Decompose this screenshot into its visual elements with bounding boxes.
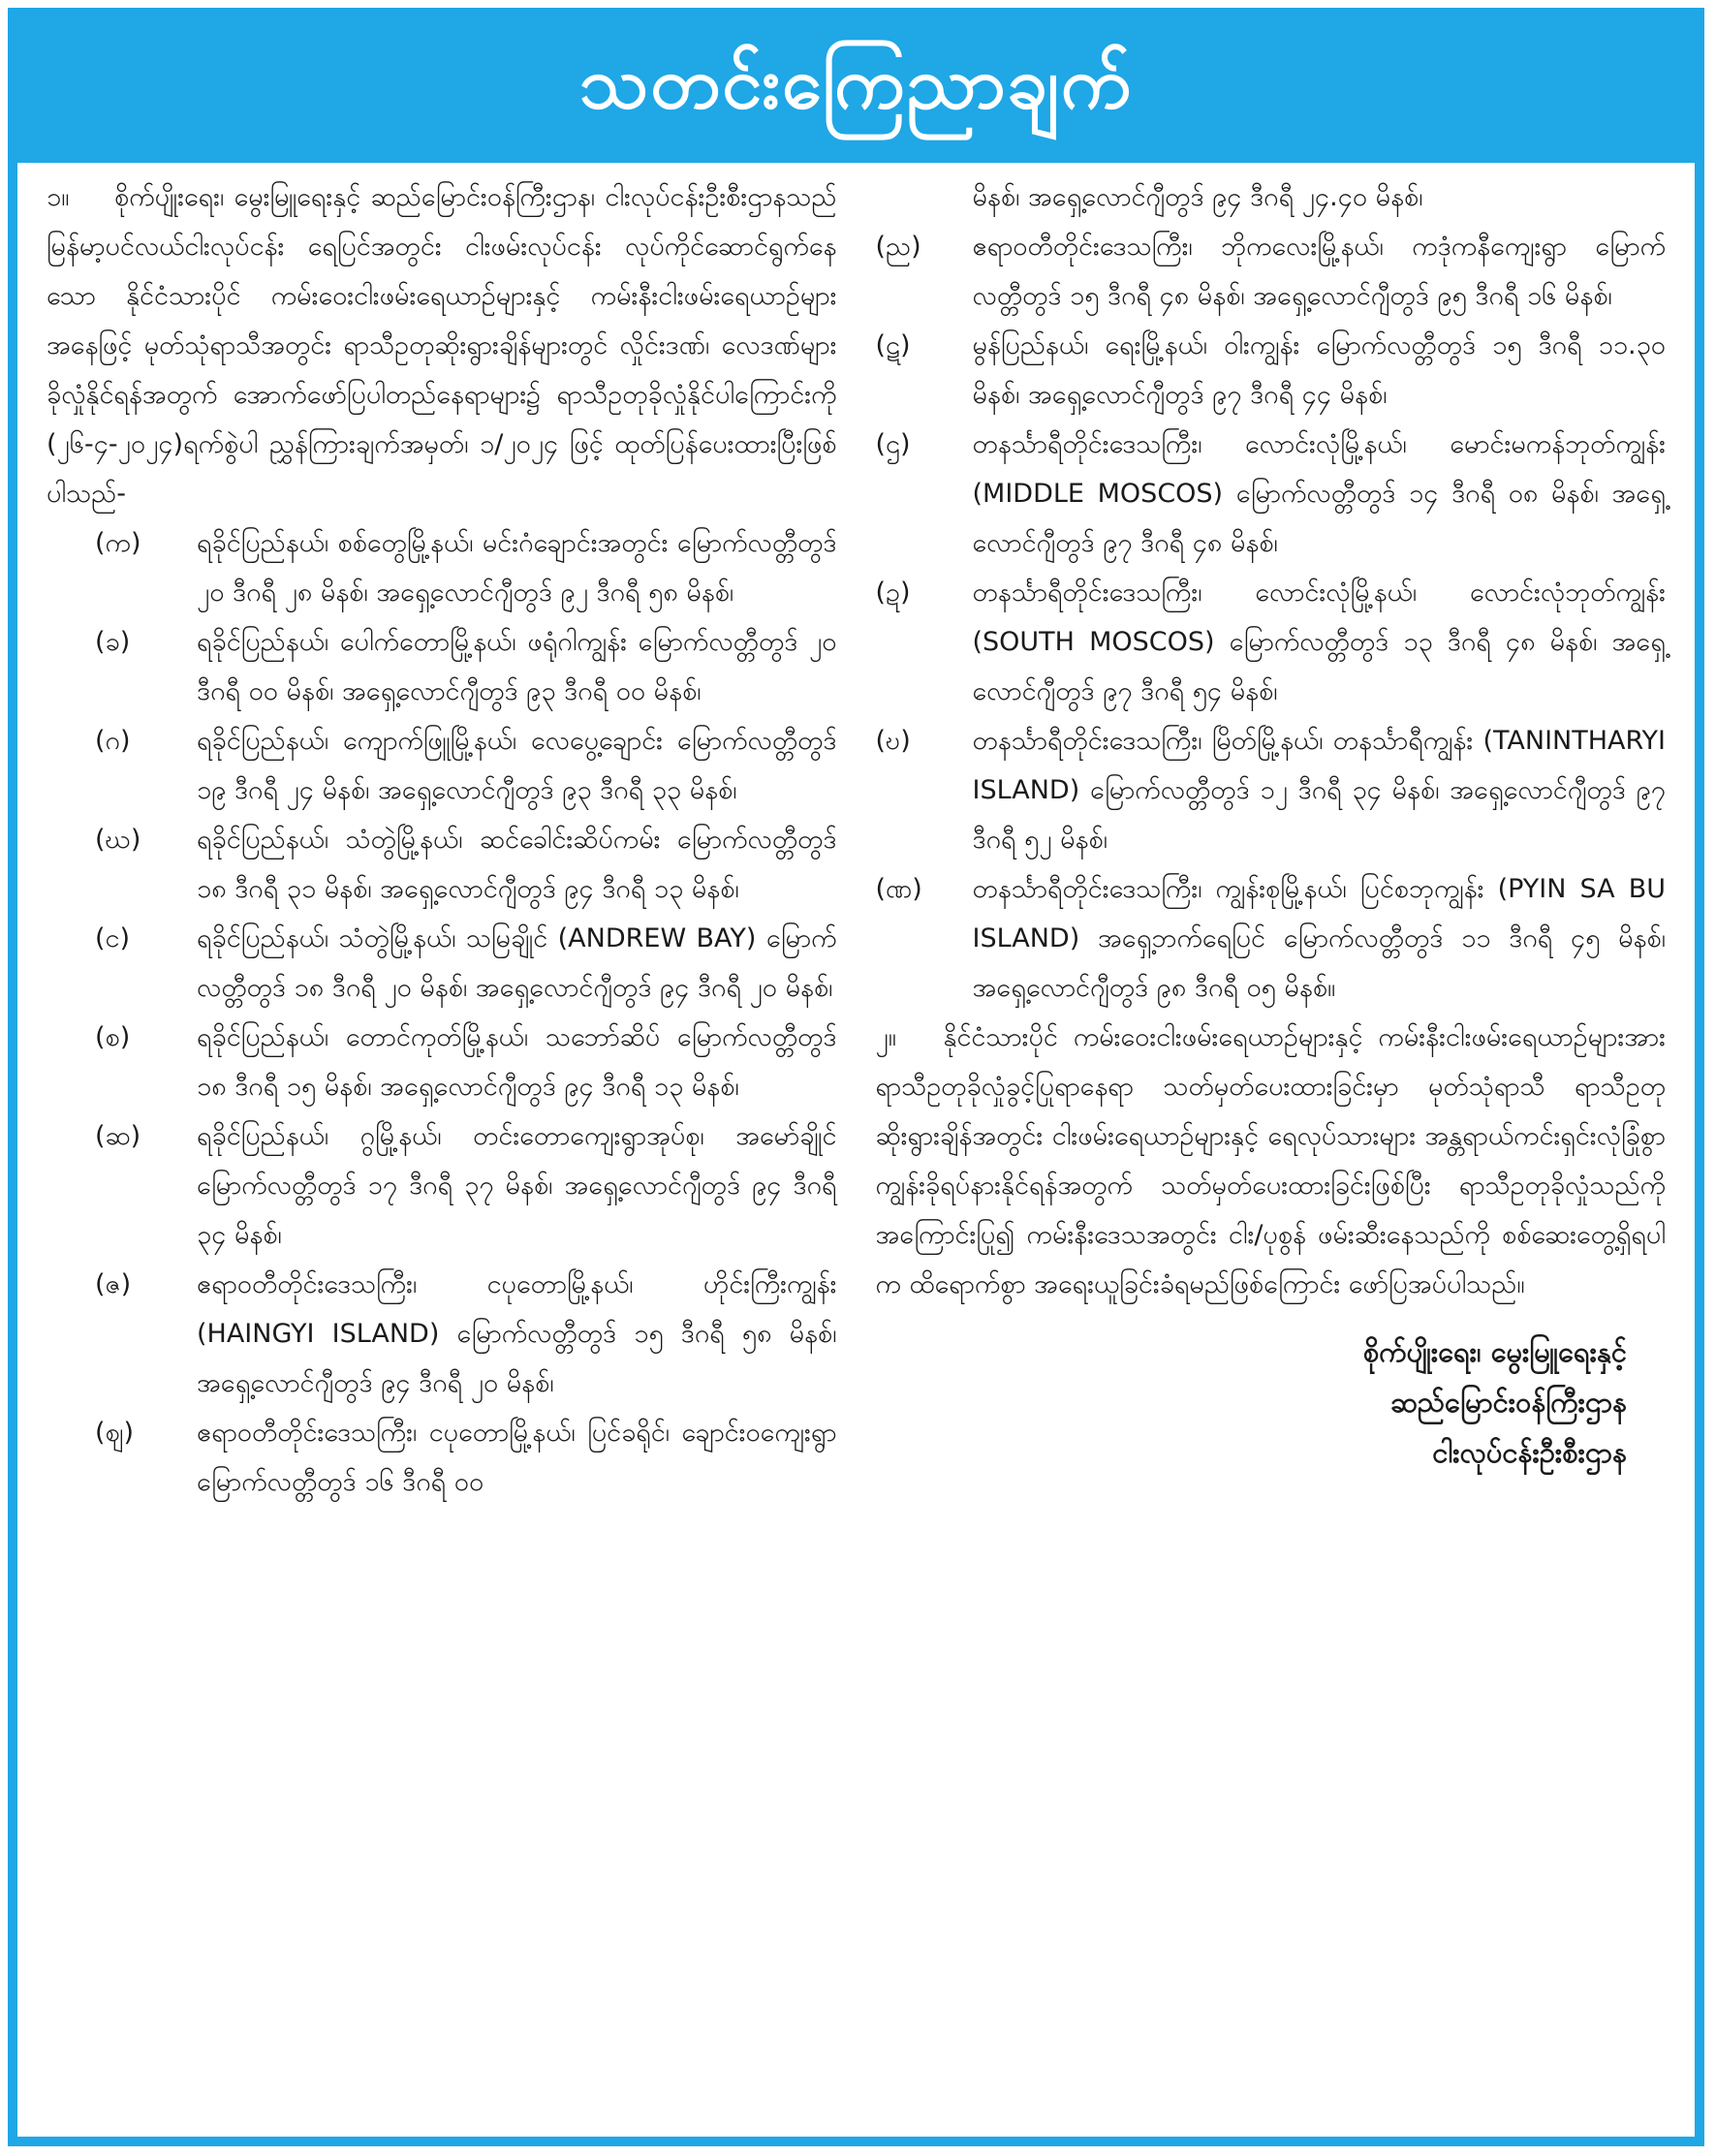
item-text: တနင်္သာရီတိုင်းဒေသကြီး၊ လောင်းလုံမြို့နယ်၊ လောင်းလုံဘုတ်ကျွန်း (SOUTH MOSCOS) မြောက်လတ္တီတွဒ် ၁၃ ဒီဂရီ ၄၈ မိနစ်၊ အရှေ့လောင်ဂျီတွဒ် ၉၇ ဒီဂရီ ၅၄ မိနစ်၊	[972, 578, 1666, 706]
notice-body	[47, 172, 1666, 2117]
item-text: တနင်္သာရီတိုင်းဒေသကြီး၊ ကျွန်းစုမြို့နယ်၊ ပြင်စဘုကျွန်း (PYIN SA BU ISLAND) အရှေ့ဘက်ရေပြင် မြောက်လတ္တီတွဒ် ၁၁ ဒီဂရီ ၄၅ မိနစ်၊ အရှေ့လောင်ဂျီတွဒ် ၉၈ ဒီဂရီ ၀၅ မိနစ်။	[972, 874, 1666, 1003]
item-label: (ခ)	[95, 627, 131, 657]
item-label: (ဇ)	[95, 1269, 132, 1299]
item-text: ရခိုင်ပြည်နယ်၊ ဂွမြို့နယ်၊ တင်းတောကျေးရွာအုပ်စု၊ အမော်ချိုင် မြောက်လတ္တီတွဒ် ၁၇ ဒီဂရီ ၃၇ မိနစ်၊ အရှေ့လောင်ဂျီတွဒ် ၉၄ ဒီဂရီ ၃၄ မိနစ်၊	[197, 1121, 837, 1250]
list-item	[876, 716, 1667, 864]
item-label: (ဋ)	[875, 330, 911, 360]
item-label: (ဍ)	[875, 578, 911, 608]
item-text: ရခိုင်ပြည်နယ်၊ ကျောက်ဖြူမြို့နယ်၊ လေပွေ့ချောင်း မြောက်လတ္တီတွဒ် ၁၉ ဒီဂရီ ၂၄ မိနစ်၊ အရှေ့လောင်ဂျီတွဒ် ၉၃ ဒီဂရီ ၃၃ မိနစ်၊	[197, 726, 837, 805]
signature-line: ဆည်မြောင်းဝန်ကြီးဌာန	[1389, 1386, 1627, 1419]
list-item	[47, 914, 837, 1013]
item-label: (င)	[95, 923, 131, 953]
item-label: (စ)	[95, 1022, 131, 1052]
list-item	[876, 321, 1667, 420]
item-text: ရခိုင်ပြည်နယ်၊ တောင်ကုတ်မြို့နယ်၊ သဘော်ဆိပ် မြောက်လတ္တီတွဒ် ၁၈ ဒီဂရီ ၁၅ မိနစ်၊ အရှေ့လောင်ဂျီတွဒ် ၉၄ ဒီဂရီ ၁၃ မိနစ်၊	[197, 1022, 837, 1102]
signature-block	[876, 1327, 1667, 1478]
item-label: (ဈ)	[95, 1418, 135, 1448]
list-item	[876, 864, 1667, 1013]
notice-title: သတင်းကြေညာချက်	[578, 41, 1134, 125]
paragraph-2-number: ၂။	[875, 1022, 896, 1052]
list-item	[47, 1408, 837, 1507]
item-text: ဧရာဝတီတိုင်းဒေသကြီး၊ ဘိုကလေးမြို့နယ်၊ ကဒုံကနီကျေးရွာ မြောက်လတ္တီတွဒ် ၁၅ ဒီဂရီ ၄၈ မိနစ်၊ အရှေ့လောင်ဂျီတွဒ် ၉၅ ဒီဂရီ ၁၆ မိနစ်၊	[972, 232, 1666, 311]
right-column	[876, 172, 1667, 2117]
item-text: တနင်္သာရီတိုင်းဒေသကြီး၊ မြိတ်မြို့နယ်၊ တနင်္သာရီကျွန်း (TANINTHARYI ISLAND) မြောက်လတ္တီတွဒ် ၁၂ ဒီဂရီ ၃၄ မိနစ်၊ အရှေ့လောင်ဂျီတွဒ် ၉၇ ဒီဂရီ ၅၂ မိနစ်၊	[972, 726, 1666, 855]
item-text: ဧရာဝတီတိုင်းဒေသကြီး၊ ငပုတောမြို့နယ်၊ ပြင်ခရိုင်၊ ချောင်းဝကျေးရွာ မြောက်လတ္တီတွဒ် ၁၆ ဒီဂရီ ၀၀	[197, 1418, 837, 1497]
item-text: ရခိုင်ပြည်နယ်၊ စစ်တွေမြို့နယ်၊ မင်းဂံချောင်းအတွင်း မြောက်လတ္တီတွဒ် ၂၀ ဒီဂရီ ၂၈ မိနစ်၊ အရှေ့လောင်ဂျီတွဒ် ၉၂ ဒီဂရီ ၅၈ မိနစ်၊	[197, 528, 837, 608]
list-item	[47, 1111, 837, 1260]
list-item	[47, 815, 837, 914]
list-item	[47, 1013, 837, 1111]
list-item	[47, 716, 837, 815]
title-banner	[17, 17, 1695, 163]
paragraph-1	[47, 172, 837, 518]
paragraph-2-text: နိုင်ငံသားပိုင် ကမ်းဝေးငါးဖမ်းရေယာဉ်များနှင့် ကမ်းနီးငါးဖမ်းရေယာဉ်များအား ရာသီဥတုခိုလှုံခွင့်ပြုရာနေရာ သတ်မှတ်ပေးထားခြင်းမှာ မုတ်သုံရာသီ ရာသီဥတုဆိုးရွားချိန်အတွင်း ငါးဖမ်းရေယာဉ်များနှင့် ရေလုပ်သားများ အန္တရာယ်ကင်းရှင်းလုံခြုံစွာ ကျွန်းခိုရပ်နားနိုင်ရန်အတွက် သတ်မှတ်ပေးထားခြင်းဖြစ်ပြီး ရာသီဥတုခိုလှုံသည်ကိုအကြောင်းပြု၍ ကမ်းနီးဒေသအတွင်း ငါး/ပုစွန် ဖမ်းဆီးနေသည်ကို စစ်ဆေးတွေ့ရှိရပါက ထိရောက်စွာ အရေးယူခြင်းခံရမည်ဖြစ်ကြောင်း ဖော်ပြအပ်ပါသည်။	[875, 1022, 1666, 1299]
item-label: (ဃ)	[95, 825, 141, 855]
list-item	[876, 222, 1667, 321]
signature-line: စိုက်ပျိုးရေး၊ မွေးမြူရေးနှင့်	[1362, 1335, 1627, 1368]
item-label: (ဂ)	[95, 726, 131, 756]
paragraph-1-text: စိုက်ပျိုးရေး၊ မွေးမြူရေးနှင့် ဆည်မြောင်းဝန်ကြီးဌာန၊ ငါးလုပ်ငန်းဦးစီးဌာနသည် မြန်မာ့ပင်လယ်ငါးလုပ်ငန်း ရေပြင်အတွင်း ငါးဖမ်းလုပ်ငန်း လုပ်ကိုင်ဆောင်ရွက်နေသော နိုင်ငံသားပိုင် ကမ်းဝေးငါးဖမ်းရေယာဉ်များနှင့် ကမ်းနီးငါးဖမ်းရေယာဉ်များအနေဖြင့် မုတ်သုံရာသီအတွင်း ရာသီဥတုဆိုးရွားချိန်များတွင် လှိုင်းဒဏ်၊ လေဒဏ်များ ခိုလှုံနိုင်ရန်အတွက် အောက်ဖော်ပြပါတည်နေရာများ၌ ရာသီဥတုခိုလှုံနိုင်ပါကြောင်းကို (၂၆-၄-၂၀၂၄)ရက်စွဲပါ ညွှန်ကြားချက်အမှတ်၊ ၁/၂၀၂၄ ဖြင့် ထုတ်ပြန်ပေးထားပြီးဖြစ်ပါသည်-	[47, 182, 837, 509]
item-label: (က)	[95, 528, 141, 558]
paragraph-1-number: ၁။	[47, 182, 70, 212]
item-text: ရခိုင်ပြည်နယ်၊ သံတွဲမြို့နယ်၊ ဆင်ခေါင်းဆိပ်ကမ်း မြောက်လတ္တီတွဒ် ၁၈ ဒီဂရီ ၃၁ မိနစ်၊ အရှေ့လောင်ဂျီတွဒ် ၉၄ ဒီဂရီ ၁၃ မိနစ်၊	[197, 825, 837, 904]
list-item	[47, 518, 837, 617]
item-text: ရခိုင်ပြည်နယ်၊ သံတွဲမြို့နယ်၊ သမြချိုင် (ANDREW BAY) မြောက်လတ္တီတွဒ် ၁၈ ဒီဂရီ ၂၀ မိနစ်၊ အရှေ့လောင်ဂျီတွဒ် ၉၄ ဒီဂရီ ၂၀ မိနစ်၊	[197, 923, 837, 1003]
paragraph-2	[876, 1013, 1667, 1309]
item-text: ဧရာဝတီတိုင်းဒေသကြီး၊ ငပုတောမြို့နယ်၊ ဟိုင်းကြီးကျွန်း (HAINGYI ISLAND) မြောက်လတ္တီတွဒ် ၁၅ ဒီဂရီ ၅၈ မိနစ်၊ အရှေ့လောင်ဂျီတွဒ် ၉၄ ဒီဂရီ ၂၀ မိနစ်၊	[197, 1269, 837, 1398]
list-item	[47, 1260, 837, 1408]
item-label: (ဌ)	[875, 429, 911, 459]
item-label: (ည)	[875, 232, 921, 262]
item-text: မွန်ပြည်နယ်၊ ရေးမြို့နယ်၊ ဝါးကျွန်း မြောက်လတ္တီတွဒ် ၁၅ ဒီဂရီ ၁၁.၃၀ မိနစ်၊ အရှေ့လောင်ဂျီတွဒ် ၉၇ ဒီဂရီ ၄၄ မိနစ်၊	[972, 330, 1666, 410]
notice-frame	[8, 8, 1704, 2146]
item-text: တနင်္သာရီတိုင်းဒေသကြီး၊ လောင်းလုံမြို့နယ်၊ မောင်းမကန်ဘုတ်ကျွန်း (MIDDLE MOSCOS) မြောက်လတ္တီတွဒ် ၁၄ ဒီဂရီ ၀၈ မိနစ်၊ အရှေ့လောင်ဂျီတွဒ် ၉၇ ဒီဂရီ ၄၈ မိနစ်၊	[972, 429, 1666, 558]
signature-line: ငါးလုပ်ငန်းဦးစီးဌာန	[1432, 1436, 1627, 1469]
item-label: (ဆ)	[95, 1121, 141, 1151]
left-column	[47, 172, 837, 2117]
item-label: (ဏ)	[875, 874, 922, 904]
continued-item-text: မိနစ်၊ အရှေ့လောင်ဂျီတွဒ် ၉၄ ဒီဂရီ ၂၄.၄၀ မိနစ်၊	[972, 182, 1423, 212]
item-label: (ဎ)	[875, 726, 911, 756]
list-item	[47, 617, 837, 716]
item-text: ရခိုင်ပြည်နယ်၊ ပေါက်တောမြို့နယ်၊ ဖရုံဂါကျွန်း မြောက်လတ္တီတွဒ် ၂၀ ဒီဂရီ ၀၀ မိနစ်၊ အရှေ့လောင်ဂျီတွဒ် ၉၃ ဒီဂရီ ၀၀ မိနစ်၊	[197, 627, 837, 706]
list-item	[876, 568, 1667, 716]
list-item	[876, 420, 1667, 568]
